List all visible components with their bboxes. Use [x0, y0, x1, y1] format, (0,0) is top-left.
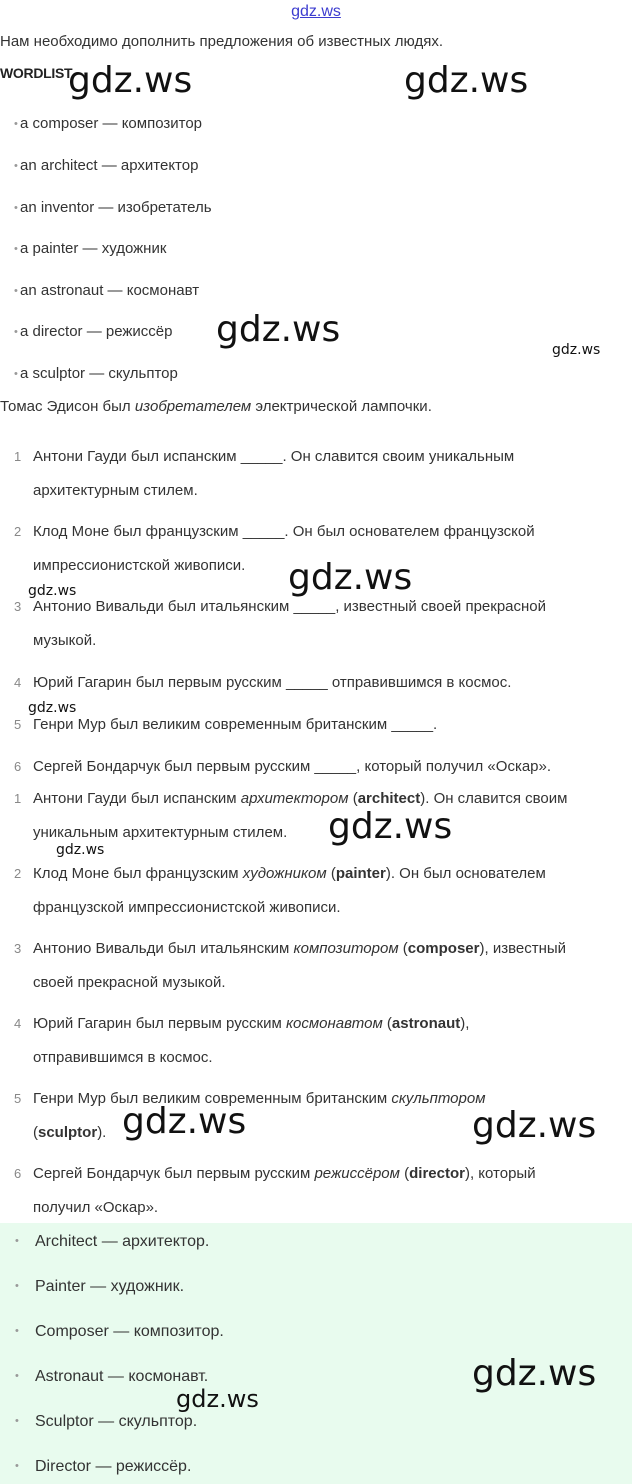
- solution-item: 3 Антонио Вивальди был итальянским композитором (composer), известный своей прекрасной музыкой.: [14, 940, 567, 991]
- example-sentence: Томас Эдисон был изобретателем электрической лампочки.: [0, 398, 432, 415]
- watermark: gdz.ws: [288, 557, 413, 598]
- watermark: gdz.ws: [176, 1385, 259, 1413]
- solution-item: 1 Антони Гауди был испанским архитектором (architect). Он славится своим уникальным архитектурным стилем.: [14, 790, 568, 841]
- answer-item: •Sculptor — скульптор.: [0, 1413, 197, 1431]
- bullet-icon: [0, 1413, 35, 1431]
- watermark: gdz.ws: [328, 806, 453, 847]
- site-link[interactable]: gdz.ws: [291, 3, 341, 20]
- wordlist-item: •a composer — композитор: [0, 115, 202, 132]
- solution-item: 2 Клод Моне был французским художником (painter). Он был основателем французской импрессионистской живописи.: [14, 865, 546, 916]
- answer-item: •Architect — архитектор.: [0, 1233, 209, 1251]
- question-item: 3 Антонио Вивальди был итальянским _____, известный своей прекрасной музыкой.: [14, 598, 547, 649]
- bullet-icon: [0, 1458, 35, 1476]
- bullet-icon: [0, 115, 20, 132]
- bullet-icon: [0, 282, 20, 299]
- bullet-icon: [0, 323, 20, 340]
- solution-item: 5 Генри Мур был великим современным британским скульптором (sculptor).: [14, 1090, 486, 1141]
- watermark: gdz.ws: [472, 1353, 597, 1394]
- question-item: 1 Антони Гауди был испанским _____. Он славится своим уникальным архитектурным стилем.: [14, 448, 515, 499]
- bullet-icon: [0, 1233, 35, 1251]
- bullet-icon: [0, 1278, 35, 1296]
- intro-text: Нам необходимо дополнить предложения об известных людях.: [0, 33, 443, 50]
- watermark: gdz.ws: [56, 842, 105, 858]
- answer-item: •Director — режиссёр.: [0, 1458, 191, 1476]
- wordlist-item: •an inventor — изобретатель: [0, 199, 212, 216]
- bullet-icon: [0, 240, 20, 257]
- answer-item: •Astronaut — космонавт.: [0, 1368, 208, 1386]
- wordlist-heading: WORDLIST: [0, 65, 73, 81]
- watermark: gdz.ws: [404, 60, 529, 101]
- question-item: 5 Генри Мур был великим современным британским _____.: [14, 716, 438, 733]
- watermark: gdz.ws: [28, 700, 77, 716]
- answer-item: •Painter — художник.: [0, 1278, 184, 1296]
- question-item: 6 Сергей Бондарчук был первым русским _____, который получил «Оскар».: [14, 758, 552, 775]
- wordlist-item: •an architect — архитектор: [0, 157, 198, 174]
- bullet-icon: [0, 199, 20, 216]
- watermark: gdz.ws: [472, 1105, 597, 1146]
- bullet-icon: [0, 1323, 35, 1341]
- wordlist-item: •a sculptor — скульптор: [0, 365, 178, 382]
- question-item: 2 Клод Моне был французским _____. Он был основателем французской импрессионистской живописи.: [14, 523, 535, 574]
- question-item: 4 Юрий Гагарин был первым русским _____ отправившимся в космос.: [14, 674, 512, 691]
- solution-item: 4 Юрий Гагарин был первым русским космонавтом (astronaut), отправившимся в космос.: [14, 1015, 470, 1066]
- watermark: gdz.ws: [216, 309, 341, 350]
- watermark: gdz.ws: [552, 342, 601, 358]
- watermark: gdz.ws: [28, 583, 77, 599]
- wordlist-item: •an astronaut — космонавт: [0, 282, 199, 299]
- bullet-icon: [0, 365, 20, 382]
- wordlist-item: •a director — режиссёр: [0, 323, 172, 340]
- bullet-icon: [0, 157, 20, 174]
- wordlist-item: •a painter — художник: [0, 240, 166, 257]
- solution-item: 6 Сергей Бондарчук был первым русским режиссёром (director), который получил «Оскар».: [14, 1165, 536, 1216]
- watermark: gdz.ws: [68, 60, 193, 101]
- answer-item: •Composer — композитор.: [0, 1323, 224, 1341]
- watermark: gdz.ws: [122, 1101, 247, 1142]
- bullet-icon: [0, 1368, 35, 1386]
